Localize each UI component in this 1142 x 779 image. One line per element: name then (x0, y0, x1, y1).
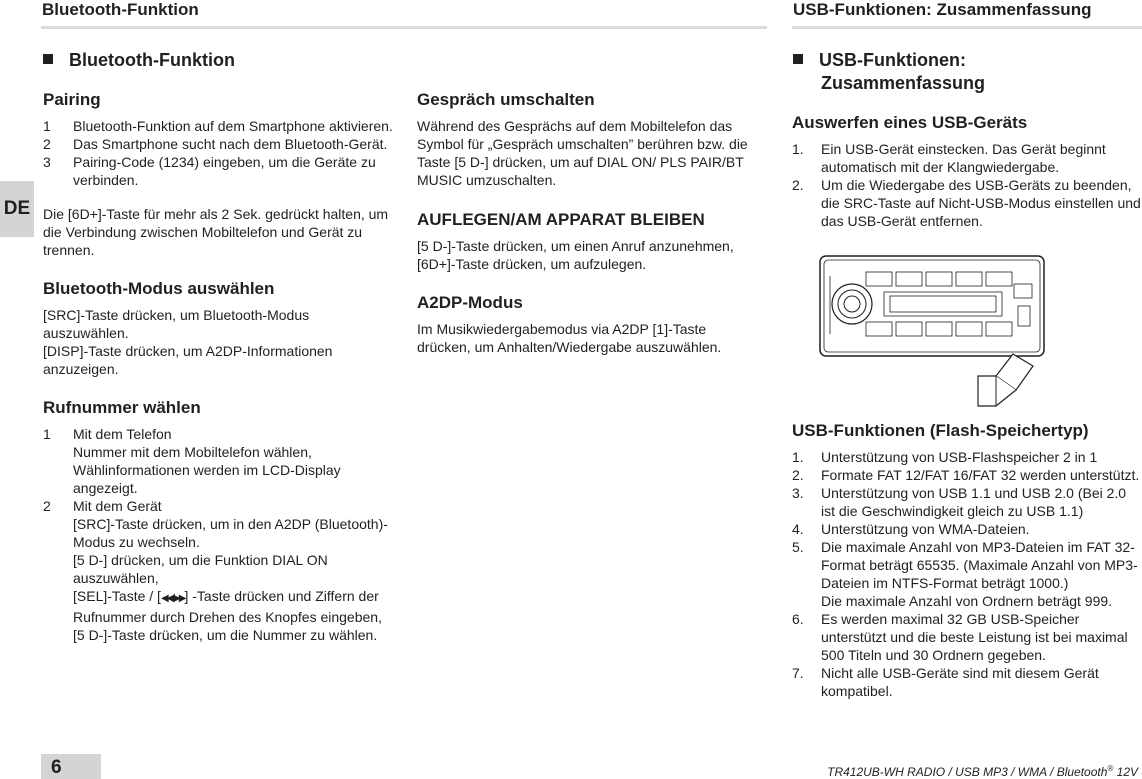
dial-list (43, 425, 393, 644)
page-number: 6 (51, 757, 62, 778)
column-left (43, 90, 393, 644)
bullet-square-icon (43, 54, 53, 64)
heading-flash: USB-Funktionen (Flash-Speichertyp) (792, 421, 1089, 440)
bt-mode-line1: [SRC]-Taste drücken, um Bluetooth-Modus auszuwählen. (43, 307, 310, 341)
heading-pairing: Pairing (43, 90, 101, 109)
header-right: USB-Funktionen: Zusammenfassung (793, 0, 1092, 19)
heading-switch-call: Gespräch umschalten (417, 90, 595, 109)
heading-hangup: AUFLEGEN/AM APPARAT BLEIBEN (417, 210, 705, 229)
column-right-lower (792, 421, 1142, 700)
switch-call-text: Während des Gesprächs auf dem Mobiltelefon das Symbol für „Gespräch umschalten” berühren bzw. die Taste [5 D-] drücken, um auf DIAL ON/ PLS PAIR/BT MUSIC umzuschalten. (417, 118, 748, 188)
list-item: 1 Bluetooth-Funktion auf dem Smartphone aktivieren. (43, 118, 393, 134)
dial-item1-body: Nummer mit dem Mobiltelefon wählen, Wählinformationen werden im LCD-Display angezeigt. (73, 444, 341, 496)
pairing-note: Die [6D+]-Taste für mehr als 2 Sek. gedrückt halten, um die Verbindung zwischen Mobiltelefon und Gerät zu trennen. (43, 206, 389, 258)
list-item: 3 Pairing-Code (1234) eingeben, um die Geräte zu verbinden. (43, 154, 376, 188)
list-item: 7. Nicht alle USB-Geräte sind mit diesem Gerät kompatibel. (792, 665, 1099, 699)
column-middle (417, 90, 762, 356)
pairing-list (43, 117, 393, 189)
bullet-square-icon (793, 54, 803, 64)
header-left: Bluetooth-Funktion (42, 0, 199, 19)
list-item: 3. Unterstützung von USB 1.1 und USB 2.0 (Bei 2.0 ist die Geschwindigkeit gleich zu USB 1.1) (792, 485, 1127, 519)
list-item: 2. Um die Wiedergabe des USB-Geräts zu beenden, die SRC-Taste auf Nicht-USB-Modus einstellen und das USB-Gerät entfernen. (792, 177, 1141, 229)
list-item: 2. Formate FAT 12/FAT 16/FAT 32 werden unterstützt. (792, 467, 1140, 483)
list-item: 2 Mit dem Gerät [SRC]-Taste drücken, um in den A2DP (Bluetooth)-Modus zu wechseln. [5 D-] drücken, um die Funktion DIAL ON auszuwählen, [SEL]-Taste / [◀◀/▶▶] -Taste drücken und Ziffern der Rufnummer durch Drehen des Knopfes eingeben, [5 D-]-Taste drücken, um die Nummer zu wählen. (43, 498, 388, 643)
radio-usb-illustration (818, 254, 1048, 410)
column-right (792, 113, 1142, 230)
list-item: 5. Die maximale Anzahl von MP3-Dateien im FAT 32-Format beträgt 65535. (Maximale Anzahl von MP3-Dateien im NTFS-Format beträgt 1000.) Die maximale Anzahl von Ordnern beträgt 999. (792, 539, 1138, 609)
heading-a2dp: A2DP-Modus (417, 293, 523, 312)
bt-mode-line2: [DISP]-Taste drücken, um A2DP-Informationen anzuzeigen. (43, 343, 333, 377)
eject-list (792, 140, 1142, 230)
list-item: 2 Das Smartphone sucht nach dem Bluetooth-Gerät. (43, 136, 388, 152)
dial-item2-title: Mit dem Gerät (73, 498, 162, 514)
list-item: 6. Es werden maximal 32 GB USB-Speicher unterstützt und die beste Leistung ist bei maximal 500 Titeln und 30 Ordnern gegeben. (792, 611, 1128, 663)
section-title-bluetooth (43, 48, 235, 72)
section-title-usb: USB-Funktionen: (793, 48, 966, 72)
list-item: 1. Unterstützung von USB-Flashspeicher 2 in 1 (792, 449, 1098, 465)
heading-eject: Auswerfen eines USB-Geräts (792, 113, 1028, 132)
header-divider-right (792, 26, 1142, 29)
language-tab: DE (0, 181, 34, 237)
footer-model: TR412UB-WH RADIO / USB MP3 / WMA / Bluetooth® 12V (827, 764, 1138, 779)
flash-list (792, 448, 1142, 700)
hangup-line1: [5 D-]-Taste drücken, um einen Anruf anzunehmen, (417, 238, 734, 254)
section-title-text: Bluetooth-Funktion (69, 50, 235, 70)
a2dp-text: Im Musikwiedergabemodus via A2DP [1]-Taste drücken, um Anhalten/Wiedergabe auszuwählen. (417, 321, 722, 355)
dial-item1-title: Mit dem Telefon (73, 426, 172, 442)
header-divider-left (41, 26, 767, 29)
hangup-line2: [6D+]-Taste drücken, um aufzulegen. (417, 256, 647, 272)
skip-arrows-icon: ◀◀/▶▶ (160, 593, 185, 604)
section-title-usb-line2: Zusammenfassung (821, 73, 986, 93)
list-item: 4. Unterstützung von WMA-Dateien. (792, 521, 1030, 537)
page-number-box (41, 754, 101, 779)
list-item: 1. Ein USB-Gerät einstecken. Das Gerät beginnt automatisch mit der Klangwiedergabe. (792, 141, 1106, 175)
list-item: 1 Mit dem Telefon Nummer mit dem Mobiltelefon wählen, Wählinformationen werden im LCD-Display angezeigt. (43, 426, 341, 496)
heading-bt-mode: Bluetooth-Modus auswählen (43, 279, 275, 298)
heading-dial: Rufnummer wählen (43, 398, 201, 417)
